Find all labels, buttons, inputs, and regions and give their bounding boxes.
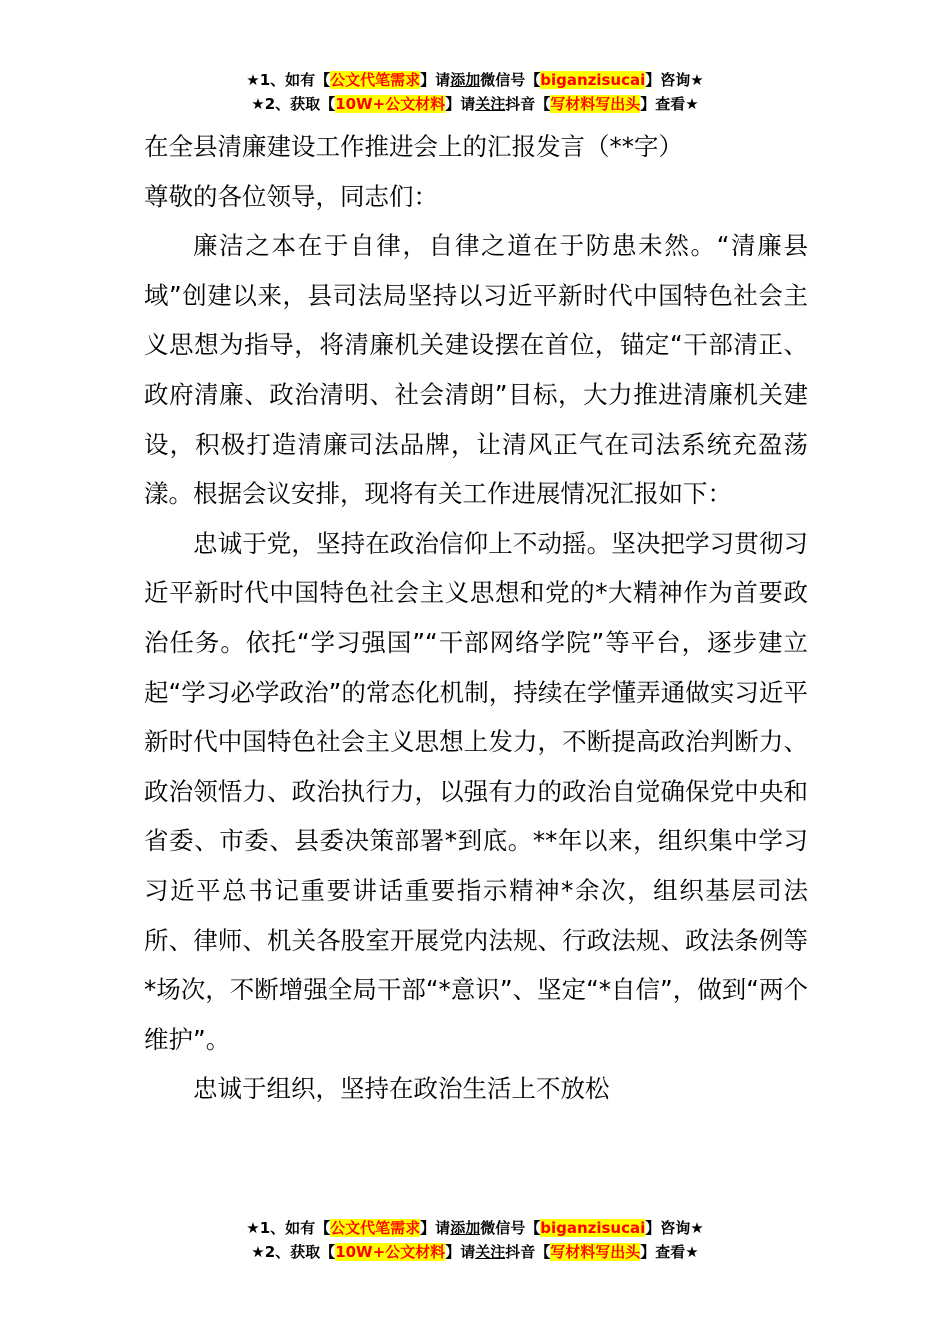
promo-highlight-douyin-id: 写材料写出头 bbox=[550, 95, 641, 113]
promo-text: ★1、如有【 bbox=[246, 71, 331, 89]
promo-highlight-wechat-id: biganzisucai bbox=[540, 1219, 646, 1237]
promo-text: 微信号【 bbox=[480, 1219, 541, 1237]
promo-underline: 关注 bbox=[475, 95, 506, 113]
promo-underline: 添加 bbox=[450, 1219, 481, 1237]
promo-text: 抖音【 bbox=[505, 1243, 551, 1261]
paragraph-intro: 廉洁之本在于自律，自律之道在于防患未然。“清廉县域”创建以来，县司法局坚持以习近平新时代中国特色社会主义思想为指导，将清廉机关建设摆在首位，锚定“干部清正、政府清廉、政治清明、社会清朗”目标，大力推进清廉机关建设，积极打造清廉司法品牌，让清风正气在司法系统充盈荡漾。根据会议安排，现将有关工作进展情况汇报如下： bbox=[144, 231, 808, 509]
promo-text: 】请 bbox=[420, 71, 451, 89]
promo-text: 】查看★ bbox=[640, 1243, 699, 1261]
promo-line-2 bbox=[0, 92, 950, 116]
promo-text: 】查看★ bbox=[640, 95, 699, 113]
promo-text: 】咨询★ bbox=[645, 1219, 704, 1237]
promo-line-1 bbox=[0, 68, 950, 92]
promo-highlight: 公文代笔需求 bbox=[330, 71, 421, 89]
promo-underline: 添加 bbox=[450, 71, 481, 89]
promo-highlight: 10W+公文材料 bbox=[335, 1243, 446, 1261]
promo-underline: 关注 bbox=[475, 1243, 506, 1261]
promo-line-2 bbox=[0, 1240, 950, 1264]
promo-highlight: 公文代笔需求 bbox=[330, 1219, 421, 1237]
promo-highlight-wechat-id: biganzisucai bbox=[540, 71, 646, 89]
promo-banner-bottom bbox=[0, 1216, 950, 1264]
promo-text: ★1、如有【 bbox=[246, 1219, 331, 1237]
promo-text: 】请 bbox=[420, 1219, 451, 1237]
promo-text: ★2、获取【 bbox=[251, 95, 336, 113]
promo-text: 】咨询★ bbox=[645, 71, 704, 89]
promo-line-1 bbox=[0, 1216, 950, 1240]
promo-banner-top bbox=[0, 68, 950, 116]
salutation: 尊敬的各位领导，同志们： bbox=[144, 181, 438, 211]
promo-text: 微信号【 bbox=[480, 71, 541, 89]
promo-text: 】请 bbox=[445, 95, 476, 113]
document-body bbox=[144, 122, 808, 1114]
promo-text: ★2、获取【 bbox=[251, 1243, 336, 1261]
promo-text: 抖音【 bbox=[505, 95, 551, 113]
promo-highlight-douyin-id: 写材料写出头 bbox=[550, 1243, 641, 1261]
paragraph-loyalty-to-party: 忠诚于党，坚持在政治信仰上不动摇。坚决把学习贯彻习近平新时代中国特色社会主义思想和党的*大精神作为首要政治任务。依托“学习强国”“干部网络学院”等平台，逐步建立起“学习必学政治”的常态化机制，持续在学懂弄通做实习近平新时代中国特色社会主义思想上发力，不断提高政治判断力、政治领悟力、政治执行力，以强有力的政治自觉确保党中央和省委、市委、县委决策部署*到底。**年以来，组织集中学习习近平总书记重要讲话重要指示精神*余次，组织基层司法所、律师、机关各股室开展党内法规、行政法规、政法条例等*场次，不断增强全局干部“*意识”、坚定“*自信”，做到“两个维护”。 bbox=[144, 528, 808, 1054]
promo-text: 】请 bbox=[445, 1243, 476, 1261]
section-heading-loyalty-to-organization: 忠诚于组织，坚持在政治生活上不放松 bbox=[193, 1074, 610, 1104]
document-title: 在全县清廉建设工作推进会上的汇报发言（**字） bbox=[144, 132, 683, 161]
promo-highlight: 10W+公文材料 bbox=[335, 95, 446, 113]
